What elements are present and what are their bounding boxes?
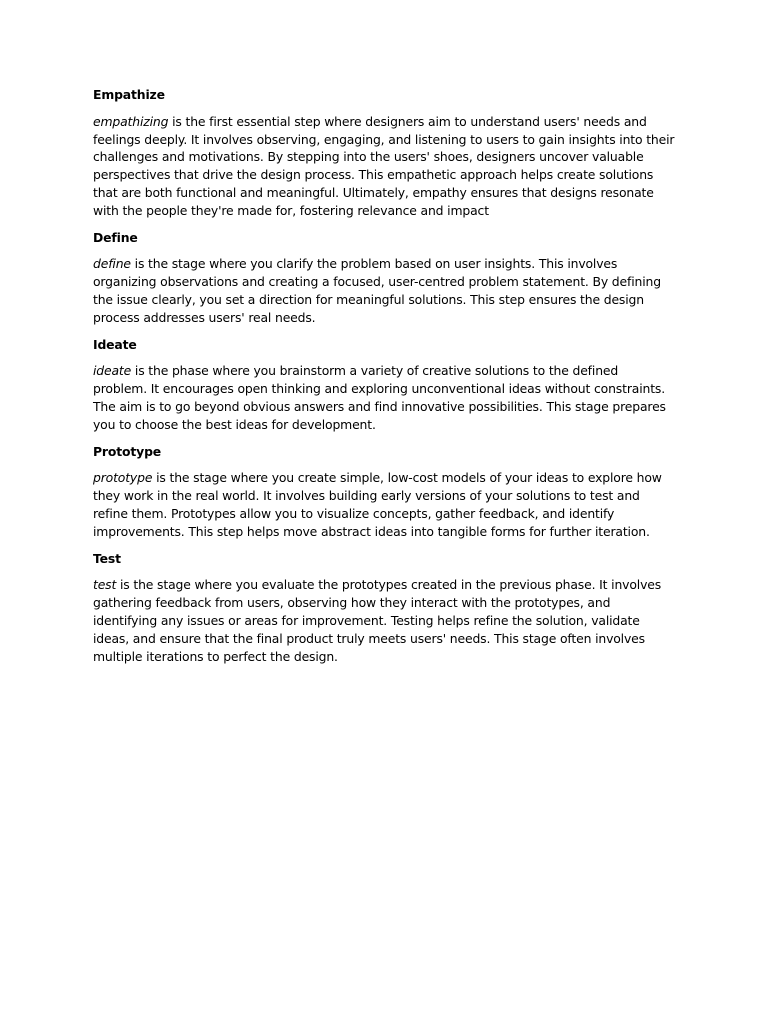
paragraph-text: is the stage where you evaluate the prototypes created in the previous phase. It involves gathering feedback from users, observing how they interact with the prototypes, and identifying any issues or areas for improvement. Testing helps refine the solution, validate ideas, and ensure that the final product truly meets users' needs. This stage often involves multiple iterations to perfect the design. xyxy=(93,577,662,664)
paragraph-test xyxy=(93,576,675,665)
heading-test: Test xyxy=(93,550,121,566)
paragraph-prototype xyxy=(93,469,675,540)
paragraph-text: is the first essential step where designers aim to understand users' needs and feelings deeply. It involves observing, engaging, and listening to users to gain insights into their challenges and motivations. By stepping into the users' shoes, designers uncover valuable perspectives that drive the design process. This empathetic approach helps create solutions that are both functional and meaningful. Ultimately, empathy ensures that designs resonate with the people they're made for, fostering relevance and impact xyxy=(93,113,675,218)
heading-ideate: Ideate xyxy=(93,336,137,352)
paragraph-ideate xyxy=(93,362,675,433)
term-empathizing: empathizing xyxy=(93,113,169,129)
term-define: define xyxy=(93,256,131,272)
heading-define: Define xyxy=(93,229,138,245)
paragraph-define xyxy=(93,255,675,326)
paragraph-text: is the phase where you brainstorm a variety of creative solutions to the defined problem. It encourages open thinking and exploring unconventional ideas without constraints. The aim is to go beyond obvious answers and find innovative possibilities. This stage prepares you to choose the best ideas for development. xyxy=(93,363,666,432)
document-page xyxy=(93,86,675,674)
term-ideate: ideate xyxy=(93,363,132,379)
term-prototype: prototype xyxy=(93,470,153,486)
paragraph-text: is the stage where you create simple, low-cost models of your ideas to explore how they work in the real world. It involves building early versions of your solutions to test and refine them. Prototypes allow you to visualize concepts, gather feedback, and identify improvements. This step helps move abstract ideas into tangible forms for further iteration. xyxy=(93,470,662,539)
paragraph-text: is the stage where you clarify the problem based on user insights. This involves organizing observations and creating a focused, user-centred problem statement. By defining the issue clearly, you set a direction for meaningful solutions. This step ensures the design process addresses users' real needs. xyxy=(93,256,661,325)
term-test: test xyxy=(93,577,117,593)
paragraph-empathize xyxy=(93,113,675,220)
heading-prototype: Prototype xyxy=(93,443,162,459)
heading-empathize: Empathize xyxy=(93,87,165,102)
